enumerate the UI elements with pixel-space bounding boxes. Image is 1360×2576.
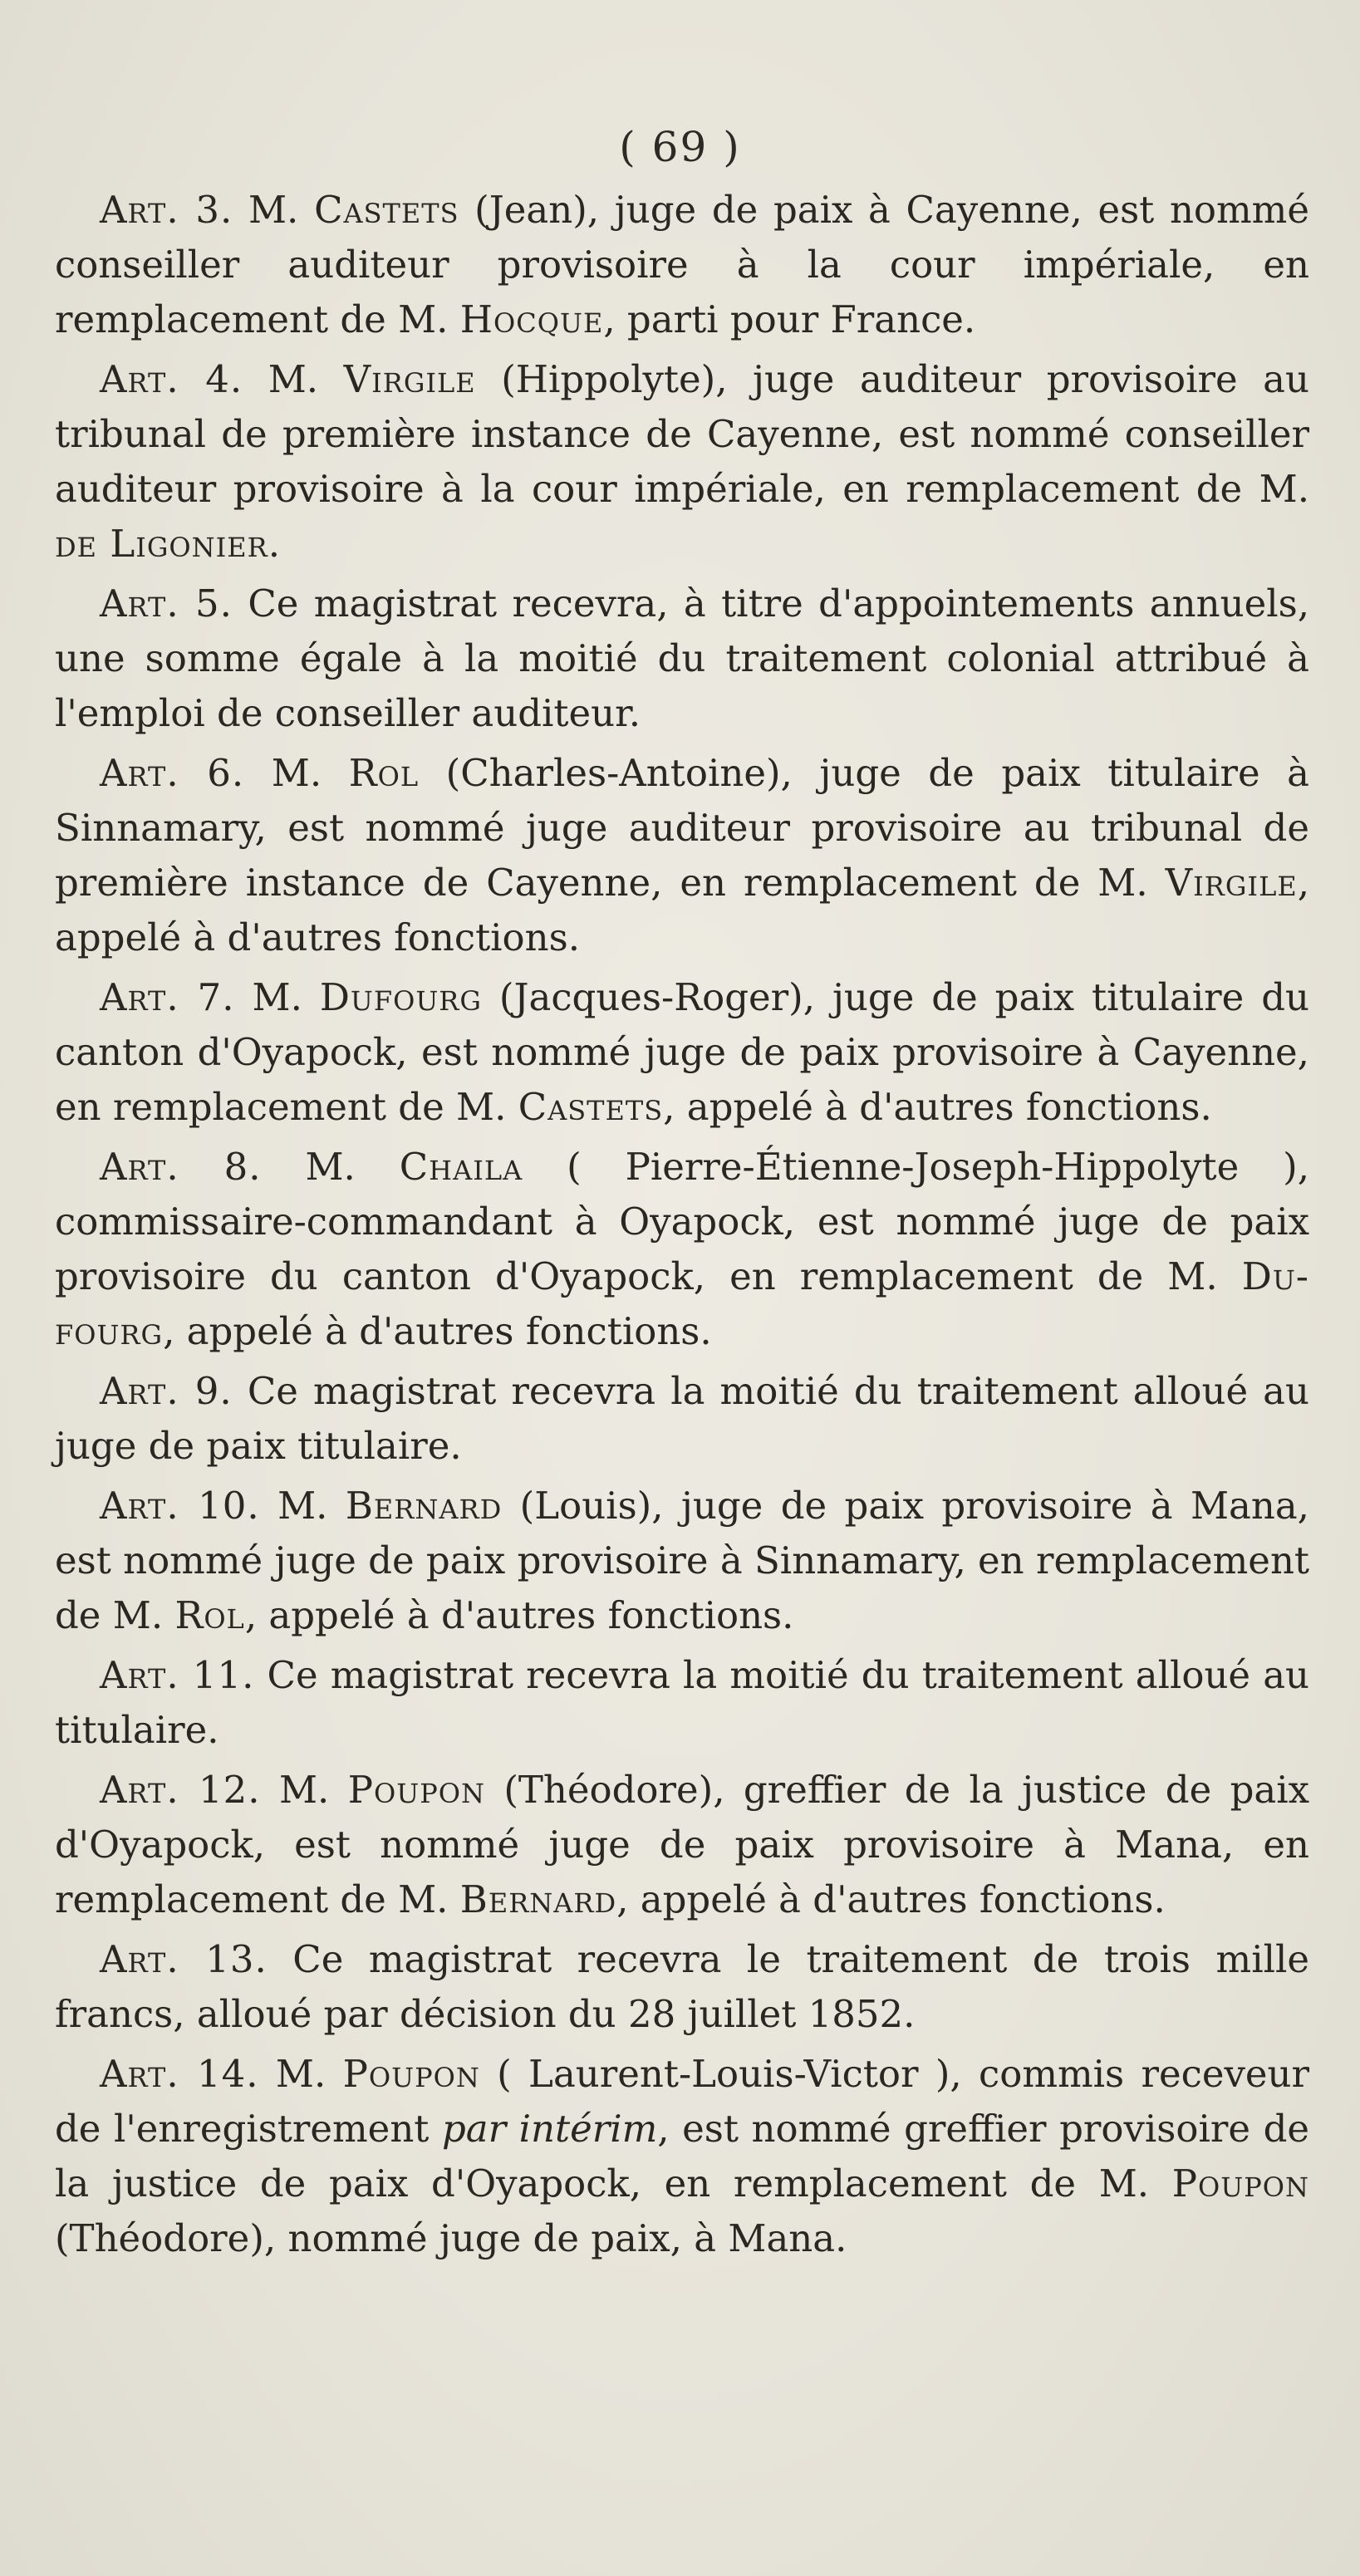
article-text: M. — [234, 975, 320, 1019]
article-text: Ce magistrat recevra la moitié du traitement alloué au titulaire. — [55, 1653, 1310, 1752]
article-text: M. — [258, 2052, 343, 2096]
article-text: (Louis), juge de paix provisoire à Mana, est nommé juge de paix provisoire à Sinnamary, en remplacement de M. — [55, 1484, 1310, 1637]
article-text: ( Pierre-Étienne-Joseph-Hippolyte ), commissaire-commandant à Oyapock, est nommé juge de paix provisoire du canton d'Oyapock, en remplacement de M. — [55, 1145, 1309, 1298]
italic-text: par intérim — [441, 2107, 658, 2151]
article-paragraph — [55, 183, 1309, 347]
article-paragraph — [55, 746, 1309, 965]
proper-name: Castets — [314, 188, 459, 232]
article-text: Ce magistrat recevra la moitié du traitement alloué au juge de paix titulaire. — [55, 1369, 1309, 1468]
article-label: Art. 13. — [100, 1937, 268, 1981]
proper-name: Chaila — [399, 1145, 523, 1189]
article-label: Art. 3. — [100, 188, 233, 232]
proper-name: Virgile — [1165, 861, 1298, 905]
proper-name: Poupon — [1171, 2161, 1309, 2206]
proper-name: Virgile — [343, 357, 476, 401]
article-text: (Théodore), greffier de la justice de paix d'Oyapock, est nommé juge de paix provisoire à Mana, en remplacement de M. — [55, 1768, 1309, 1921]
article-text: M. — [260, 1768, 348, 1812]
article-paragraph — [55, 1364, 1309, 1474]
article-text: M. — [244, 751, 349, 795]
proper-name: Hocque — [459, 297, 604, 341]
article-text: ( Laurent-Louis-Victor ), commis receveur de l'enregistrement — [55, 2052, 1309, 2151]
article-text: (Hippolyte), juge auditeur provisoire au tribunal de première instance de Cayenne, est nommé conseiller auditeur provisoire à la cour impériale, en remplacement de M. — [55, 357, 1309, 511]
article-paragraph — [55, 1140, 1309, 1359]
article-text: M. — [243, 357, 344, 401]
article-label: Art. 11. — [100, 1653, 255, 1697]
proper-name: Poupon — [347, 1768, 485, 1812]
proper-name: Castets — [518, 1085, 664, 1129]
article-label: Art. 8. — [100, 1145, 262, 1189]
article-label: Art. 12. — [100, 1768, 261, 1812]
article-text: Ce magistrat recevra, à titre d'appointements annuels, une somme égale à la moitié du traitement colonial attribué à l'emploi de conseiller auditeur. — [55, 581, 1310, 735]
article-label: Art. 14. — [100, 2052, 259, 2096]
proper-name: de Ligonier — [55, 522, 268, 566]
article-text: M. — [259, 1484, 346, 1528]
article-paragraph — [55, 352, 1309, 572]
proper-name: Rol — [348, 751, 420, 795]
proper-name: Bernard — [345, 1484, 503, 1528]
article-list — [55, 183, 1309, 2271]
article-label: Art. 10. — [100, 1484, 260, 1528]
article-label: Art. 7. — [100, 975, 235, 1019]
article-text: , appelé à d'autres fonctions. — [55, 861, 1309, 959]
article-label: Art. 4. — [100, 357, 243, 401]
article-text: , appelé à d'autres fonctions. — [244, 1593, 794, 1637]
article-text: , appelé à d'autres fonctions. — [163, 1309, 712, 1353]
article-label: Art. 9. — [100, 1369, 233, 1413]
article-text: (Jean), juge de paix à Cayenne, est nommé conseiller auditeur provisoire à la cour impériale, en remplacement de M. — [55, 188, 1309, 341]
article-paragraph — [55, 1648, 1309, 1758]
article-paragraph — [55, 1763, 1309, 1927]
article-text: . — [268, 522, 281, 566]
article-text: Ce magistrat recevra le traitement de trois mille francs, alloué par décision du 28 juillet 1852. — [55, 1937, 1309, 2036]
article-text: (Jacques-Roger), juge de paix titulaire du canton d'Oyapock, est nommé juge de paix provisoire à Cayenne, en remplacement de M. — [55, 975, 1310, 1129]
article-text: (Théodore), nommé juge de paix, à Mana. — [55, 2216, 847, 2260]
proper-name: Dufourg — [319, 975, 482, 1019]
page-number: ( 69 ) — [619, 123, 741, 171]
proper-name: Poupon — [342, 2052, 480, 2096]
article-text: , appelé à d'autres fonctions. — [663, 1085, 1212, 1129]
article-paragraph — [55, 970, 1309, 1135]
proper-name: Du-fourg — [55, 1254, 1309, 1353]
article-label: Art. 5. — [100, 581, 233, 626]
article-paragraph — [55, 1932, 1309, 2042]
article-label: Art. 6. — [100, 751, 245, 795]
article-paragraph — [55, 1479, 1309, 1643]
article-text: , appelé à d'autres fonctions. — [616, 1877, 1166, 1921]
article-text: , est nommé greffier provisoire de la justice de paix d'Oyapock, en remplacement de M. — [55, 2107, 1310, 2206]
article-paragraph — [55, 2047, 1309, 2266]
article-text: , parti pour France. — [603, 297, 976, 341]
article-text: M. — [233, 188, 315, 232]
article-text: M. — [261, 1145, 400, 1189]
article-text: (Charles-Antoine), juge de paix titulaire à Sinnamary, est nommé juge auditeur provisoire au tribunal de première instance de Cayenne, en remplacement de M. — [55, 751, 1309, 905]
proper-name: Bernard — [459, 1877, 617, 1921]
article-paragraph — [55, 577, 1309, 741]
proper-name: Rol — [174, 1593, 245, 1637]
